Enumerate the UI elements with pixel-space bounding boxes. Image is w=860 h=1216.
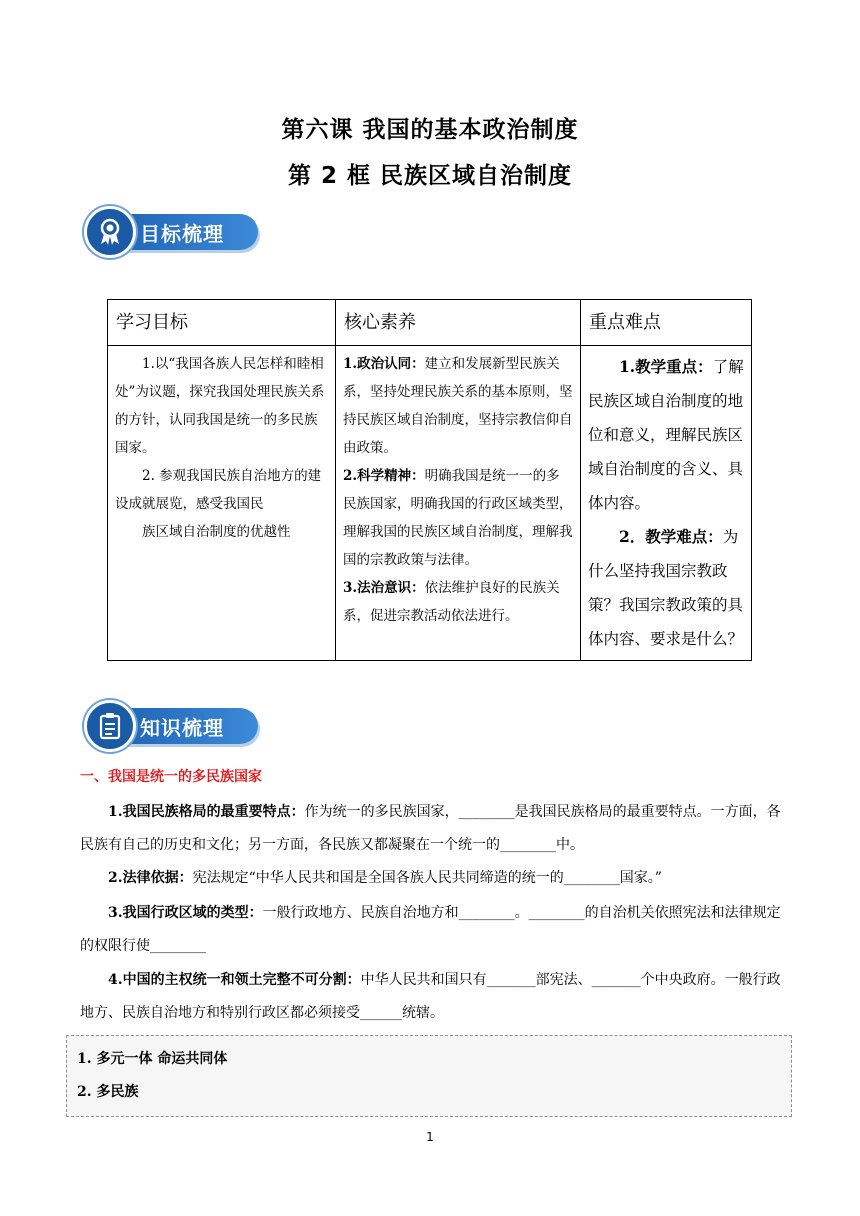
goal-item-1: 1.以“我国各族人民怎样和睦相处”为议题，探究我国处理民族关系的方针，认同我国是统一的多民族国家。	[115, 356, 325, 456]
literacy-head-2: 2.科学精神：	[343, 468, 425, 484]
keypoint-head-1: 1.教学重点：	[619, 357, 713, 376]
goal-item-2-cont: 族区域自治制度的优越性	[142, 524, 291, 540]
header-core-literacy: 核心素养	[336, 300, 581, 346]
goal-item-2: 2. 参观我国民族自治地方的建设成就展览，感受我国民	[115, 468, 322, 512]
paragraph-3	[80, 897, 785, 963]
page-number: 1	[426, 1130, 434, 1144]
lesson-title: 第六课 我国的基本政治制度	[281, 117, 579, 143]
knowledge-banner-label: 知识梳理	[140, 716, 224, 740]
answer-1: 1. 多元一体 命运共同体	[77, 1051, 228, 1067]
header-key-points: 重点难点	[581, 300, 752, 346]
paragraph-1	[80, 796, 785, 862]
paragraph-2-head: 2.法律依据：	[108, 870, 193, 886]
goals-table	[107, 299, 752, 661]
core-literacy-cell	[336, 346, 581, 661]
literacy-text-2: 明确我国是统一一的多民族国家，明确我国的行政区域类型，理解我国的民族区域自治制度，理解我国的宗教政策与法律。	[343, 468, 573, 568]
section-heading: 一、我国是统一的多民族国家	[80, 769, 262, 785]
paragraph-4-head: 4.中国的主权统一和领土完整不可分割：	[108, 972, 361, 988]
section-title: 第 2 框 民族区域自治制度	[287, 163, 573, 189]
keypoint-text-2: 为什么坚持我国宗教政策？我国宗教政策的具体内容、要求是什么？	[588, 528, 744, 648]
goals-banner	[84, 206, 264, 254]
knowledge-banner	[84, 700, 264, 748]
paragraph-1-head: 1.我国民族格局的最重要特点：	[108, 804, 305, 820]
paragraph-2	[80, 862, 785, 895]
keypoint-head-2: 2．教学难点：	[619, 527, 723, 546]
goals-banner-label: 目标梳理	[140, 222, 224, 246]
keypoint-text-1: 了解民族区域自治制度的地位和意义，理解民族区域自治制度的含义、具体内容。	[588, 358, 744, 512]
key-points-cell	[581, 346, 752, 661]
answer-2: 2. 多民族	[77, 1084, 139, 1100]
paragraph-4-text: 中华人民共和国只有_______部宪法、_______个中央政府。一般行政地方、民族自治地方和特别行政区都必须接受______统辖。	[80, 972, 781, 1021]
literacy-head-3: 3.法治意识：	[343, 580, 425, 596]
paragraph-2-text: 宪法规定“中华人民共和国是全国各族人民共同缔造的统一的________国家。”	[192, 870, 662, 886]
header-learning-goals: 学习目标	[108, 300, 336, 346]
literacy-text-3: 依法维护良好的民族关系，促进宗教活动依法进行。	[343, 580, 560, 624]
paragraph-3-text: 一般行政地方、民族自治地方和________。________的自治机关依照宪法和法律规定的权限行使________	[80, 905, 781, 954]
award-ribbon-icon	[84, 206, 136, 258]
clipboard-list-icon	[84, 700, 136, 752]
answer-box	[66, 1035, 792, 1117]
literacy-text-1: 建立和发展新型民族关系，坚持处理民族关系的基本原则，坚持民族区域自治制度，坚持宗教信仰自由政策。	[343, 356, 573, 456]
learning-goals-cell	[108, 346, 336, 661]
literacy-head-1: 1.政治认同：	[343, 356, 425, 372]
paragraph-1-text: 作为统一的多民族国家，________是我国民族格局的最重要特点。一方面，各民族有自己的历史和文化；另一方面，各民族又都凝聚在一个统一的________中。	[80, 804, 781, 853]
paragraph-3-head: 3.我国行政区域的类型：	[108, 905, 263, 921]
paragraph-4	[80, 964, 785, 1030]
